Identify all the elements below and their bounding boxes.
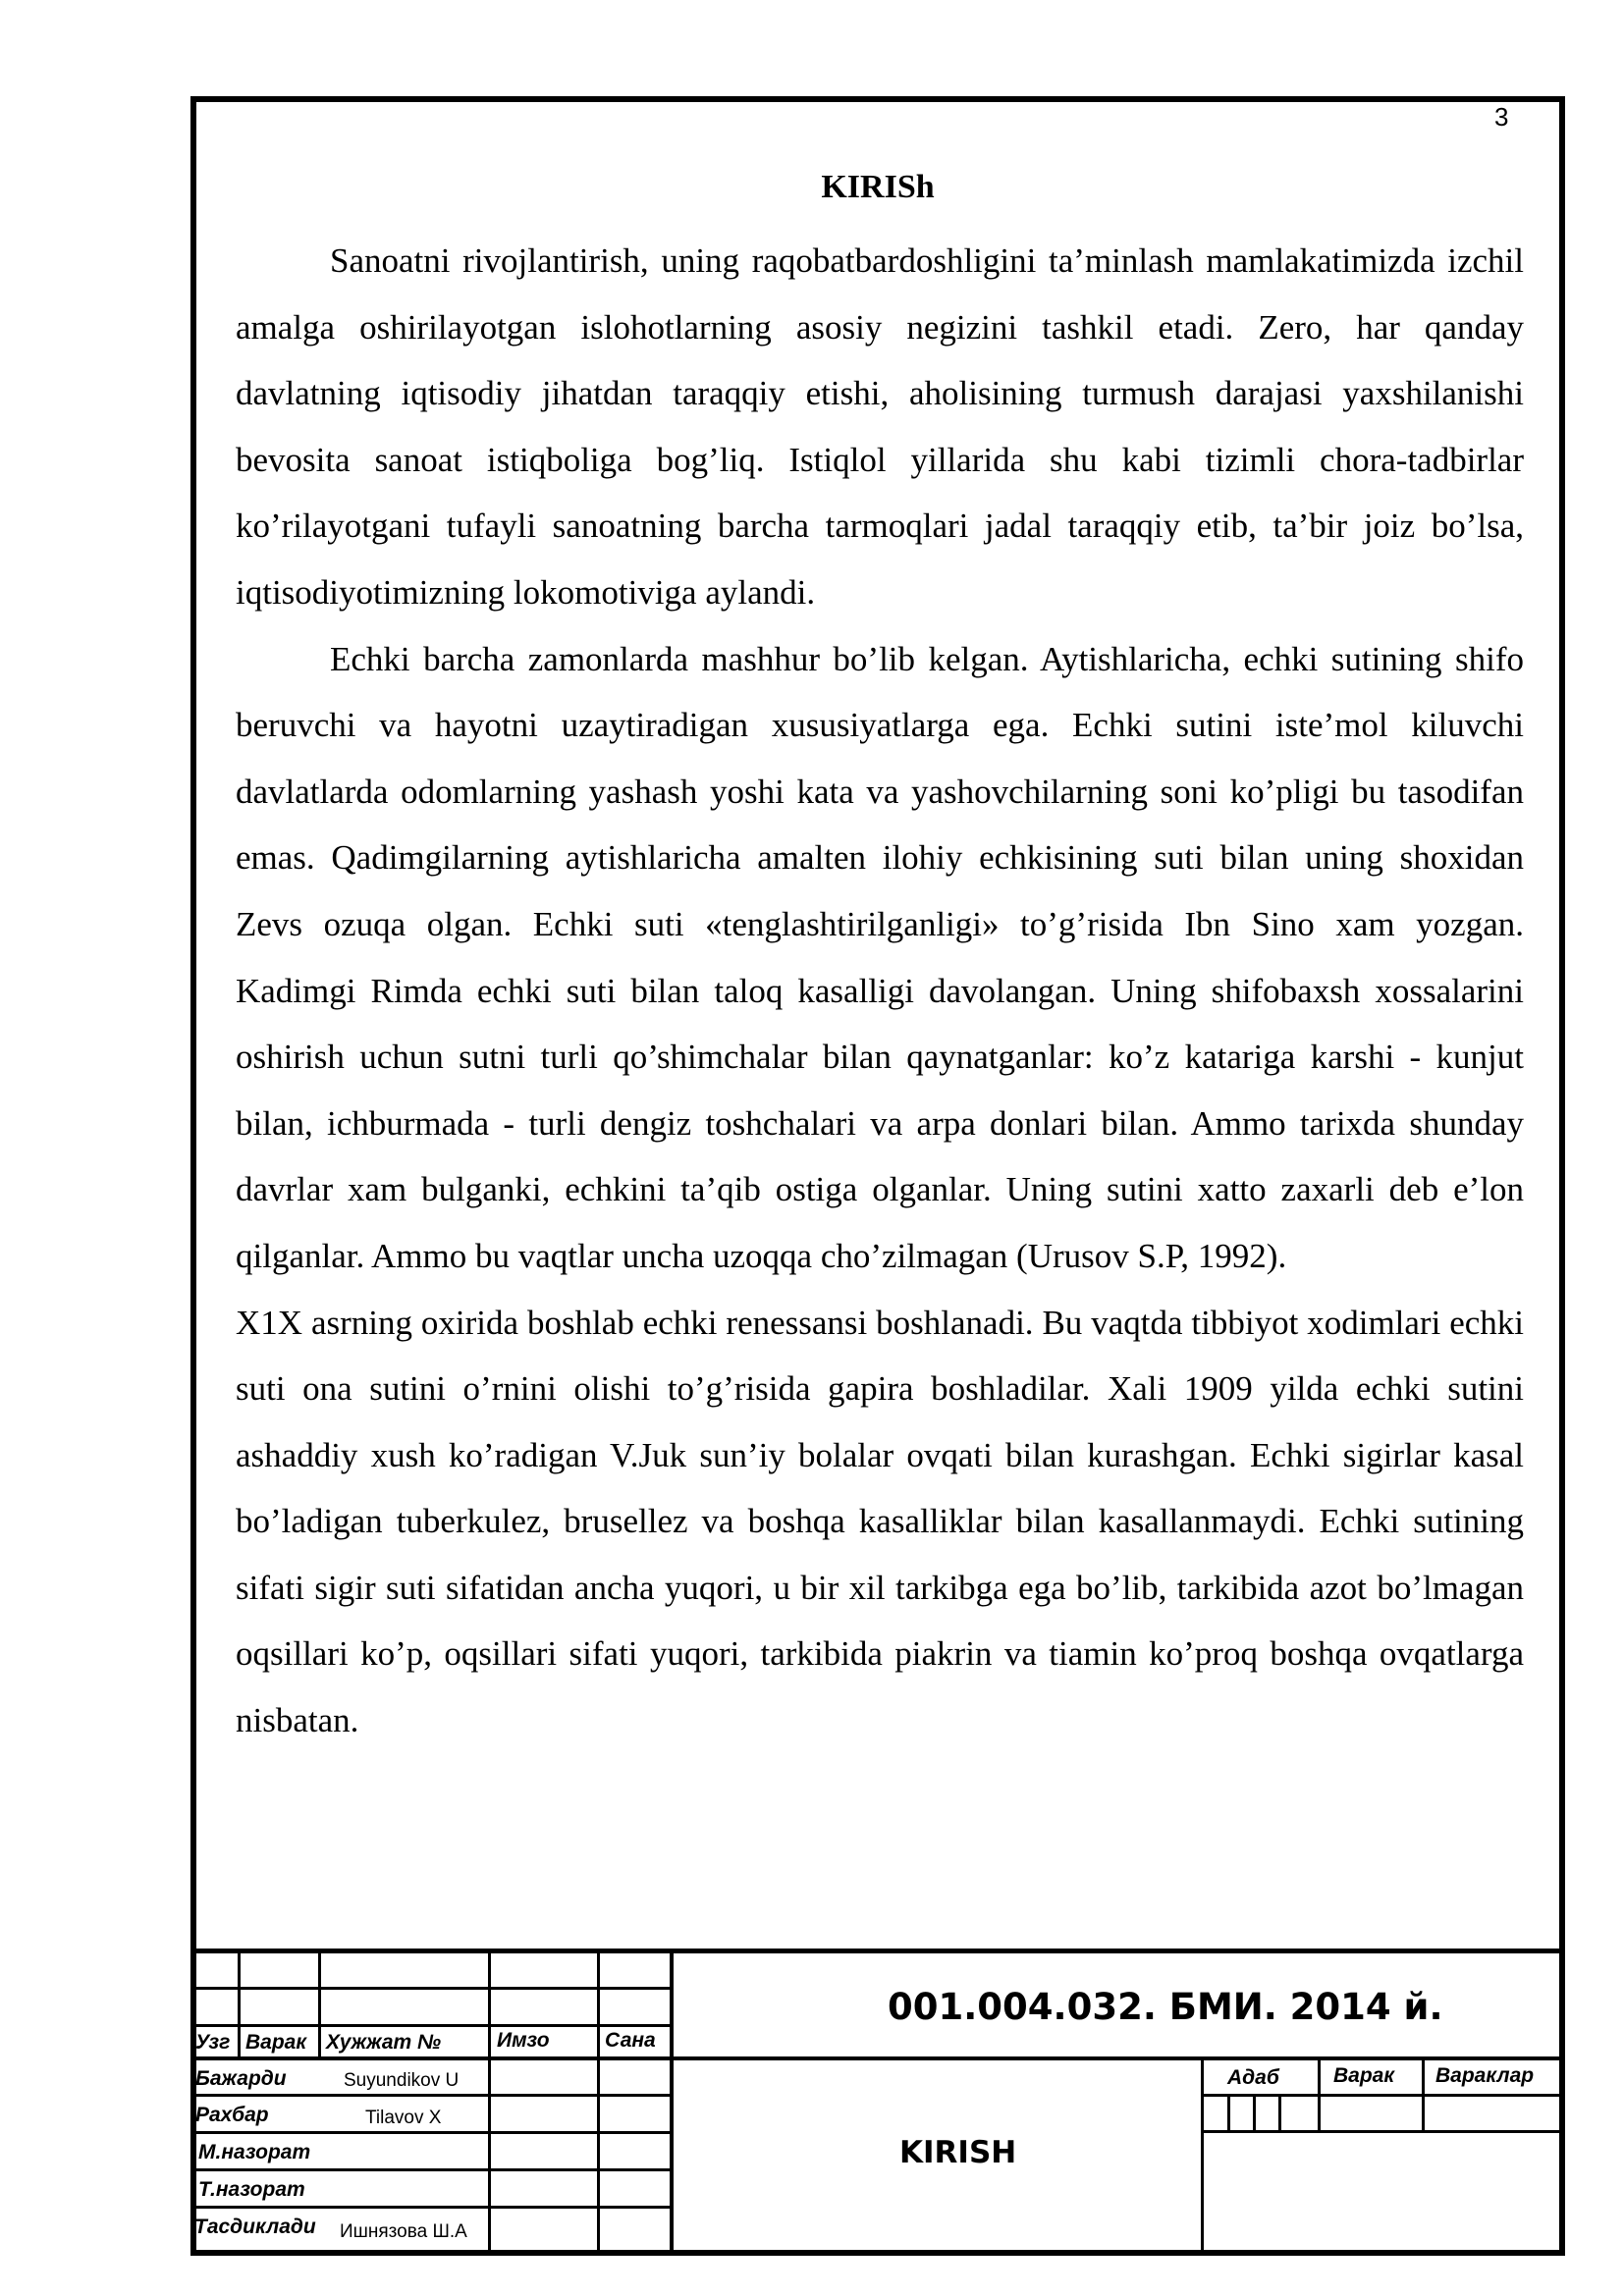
document-title: KIRISH: [899, 2135, 1017, 2170]
document-code: 001.004.032. БМИ. 2014 й.: [888, 1986, 1443, 2028]
header-varak: Варак: [245, 2031, 306, 2054]
role-label: М.назорат: [198, 2141, 311, 2163]
role-label: Рахбар: [195, 2104, 269, 2126]
header-sana: Сана: [605, 2029, 656, 2052]
role-label: Бажарди: [195, 2067, 287, 2090]
role-label: Т.назорат: [198, 2178, 305, 2201]
header-sheet: Варак: [1333, 2064, 1394, 2087]
title-block: [190, 1949, 1565, 2256]
header-imzo: Имзо: [497, 2029, 550, 2052]
header-uzg: Узг: [195, 2031, 231, 2054]
body-text: [236, 228, 1524, 1754]
header-hujjat: Хужжат №: [326, 2031, 442, 2054]
role-name: Ишнязова Ш.А: [340, 2221, 467, 2242]
page-number: 3: [1494, 102, 1509, 132]
header-sheets: Вараклар: [1435, 2064, 1535, 2087]
page-title: KIRISh: [821, 169, 935, 205]
paragraph-2: Echki barcha zamonlarda mashhur bo’lib kelgan. Aytishlaricha, echki sutining shifo beruvchi va hayotni uzaytiradigan xususiyatlarga ega. Echki sutini iste’mol kiluvchi davlatlarda odomlarning yashash yoshi kata va yashovchilarning soni ko’pligi bu tasodifan emas. Qadimgilarning aytishlaricha amalten ilohiy echkisining suti bilan uning shoxidan Zevs ozuqa olgan. Echki suti «tenglashtirilganligi» to’g’risida Ibn Sino xam yozgan. Kadimgi Rimda echki suti bilan taloq kasalligi davolangan. Uning shifobaxsh xossalarini oshirish uchun sutni turli qo’shimchalar bilan qaynatganlar: ko’z katariga karshi - kunjut bilan, ichburmada - turli dengiz toshchalari va arpa donlari bilan. Ammo tarixda shunday davrlar xam bulganki, echkini ta’qib ostiga olganlar. Uning sutini xatto zaxarli deb e’lon qilganlar. Ammo bu vaqtlar uncha uzoqqa cho’zilmagan (Urusov S.P, 1992).: [236, 639, 1524, 1275]
header-adab: Адаб: [1227, 2066, 1279, 2089]
role-name: Tilavov X: [365, 2108, 442, 2128]
role-label: Тасдикладu: [194, 2216, 316, 2238]
paragraph-3: X1X asrning oxirida boshlab echki renessansi boshlanadi. Bu vaqtda tibbiyot xodimlari echki suti ona sutini o’rnini olishi to’g’risida gapira boshladilar. Xali 1909 yilda echki sutini ashaddiy xush ko’radigan V.Juk sun’iy bolalar ovqati bilan kurashgan. Echki sigirlar kasal bo’ladigan tuberkulez, brusellez va boshqa kasalliklar bilan kasallanmaydi. Echki sutining sifati sigir suti sifatidan ancha yuqori, u bir xil tarkibga ega bo’lib, tarkibida azot bo’lmagan oqsillari ko’p, oqsillari sifati yuqori, tarkibida piakrin va tiamin ko’proq boshqa ovqatlarga nisbatan.: [236, 1303, 1524, 1740]
paragraph-1: Sanoatni rivojlantirish, uning raqobatbardoshligini ta’minlash mamlakatimizda izchil amalga oshirilayotgan islohotlarning asosiy negizini tashkil etadi. Zero, har qanday davlatning iqtisodiy jihatdan taraqqiy etishi, aholisining turmush darajasi yaxshilanishi bevosita sanoat istiqboliga bog’liq. Istiqlol yillarida shu kabi tizimli chora-tadbirlar ko’rilayotgani tufayli sanoatning barcha tarmoqlari jadal taraqqiy etib, ta’bir joiz bo’lsa, iqtisodiyotimizning lokomotiviga aylandi.: [236, 241, 1524, 612]
role-name: Suyundikov U: [344, 2070, 460, 2091]
